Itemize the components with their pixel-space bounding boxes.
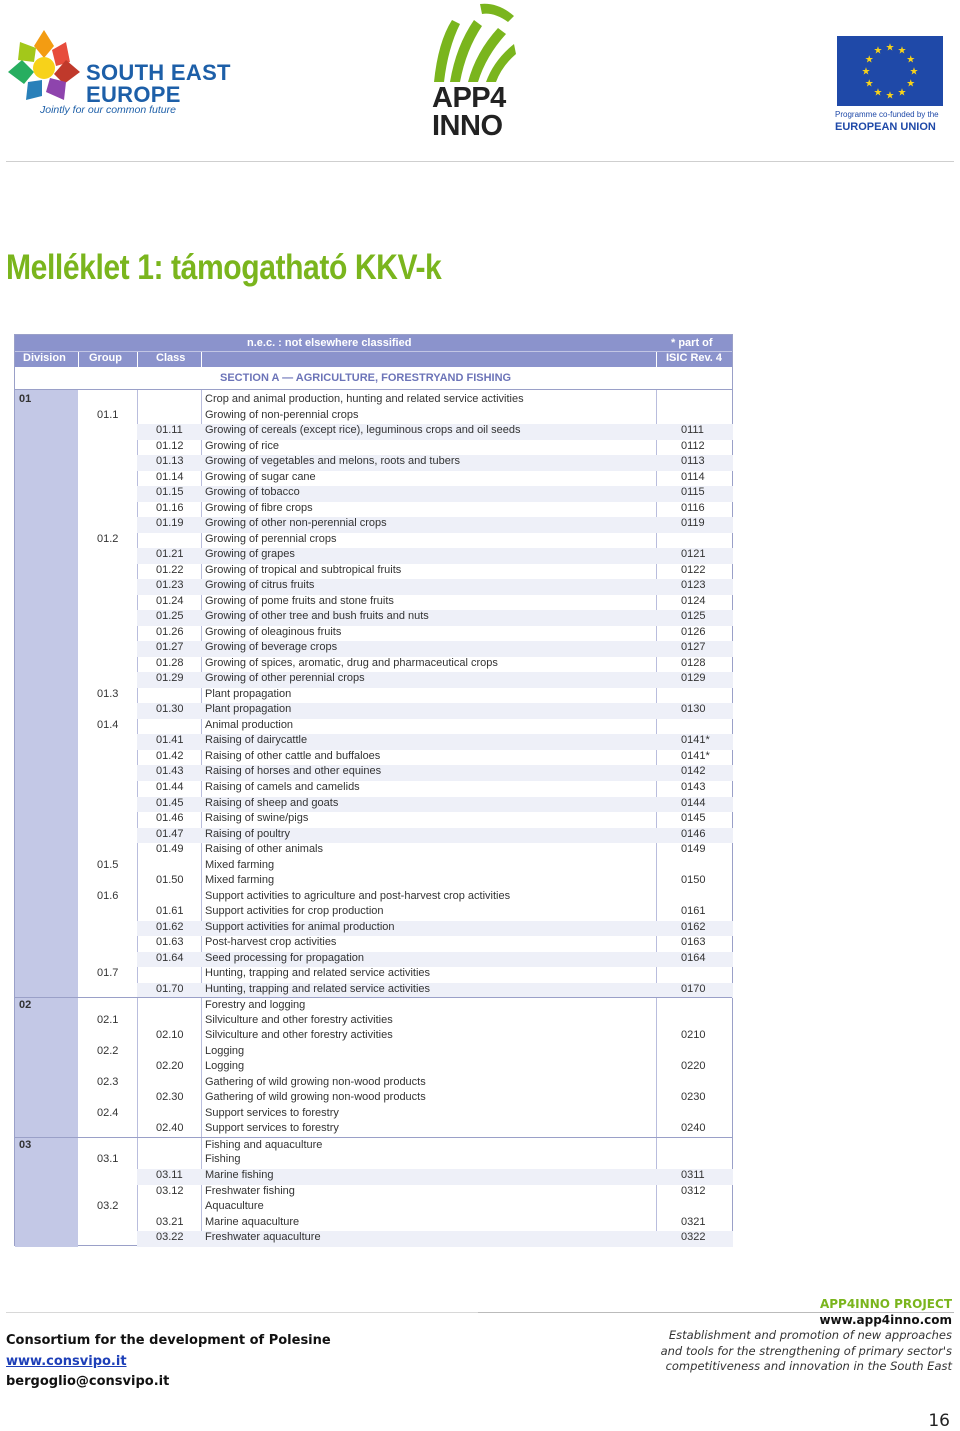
class-cell: 01.12 xyxy=(156,439,184,452)
class-cell: 01.42 xyxy=(156,749,184,762)
description-cell: Plant propagation xyxy=(205,687,292,700)
table-row xyxy=(15,439,732,455)
isic-code-cell: 0170 xyxy=(681,982,706,995)
description-cell: Growing of other non-perennial crops xyxy=(205,517,387,530)
page-title: Melléklet 1: támogatható KKV-k xyxy=(6,248,442,287)
table-row xyxy=(15,1090,732,1106)
eu-star-icon: ★ xyxy=(906,78,916,90)
isic-code-cell: 0161 xyxy=(681,905,706,918)
column-header-division: Division xyxy=(23,352,66,364)
description-cell: Freshwater fishing xyxy=(205,1184,295,1197)
class-cell: 02.30 xyxy=(156,1091,184,1104)
page-header xyxy=(0,0,960,162)
class-cell: 01.61 xyxy=(156,905,184,918)
isic-code-cell: 0141* xyxy=(681,749,710,762)
see-logo-text xyxy=(86,62,231,106)
class-cell: 01.22 xyxy=(156,563,184,576)
footer-project-desc-line1: Establishment and promotion of new approaches xyxy=(668,1328,952,1342)
eu-flag-icon xyxy=(837,36,943,106)
table-row xyxy=(15,1215,732,1231)
table-row xyxy=(15,392,732,408)
class-cell: 01.47 xyxy=(156,827,184,840)
description-cell: Growing of other tree and bush fruits and nuts xyxy=(205,610,429,623)
isic-note-line1: * part of xyxy=(671,337,713,349)
table-row xyxy=(15,935,732,951)
table-row xyxy=(15,485,732,501)
class-cell: 01.41 xyxy=(156,734,184,747)
description-cell: Aquaculture xyxy=(205,1200,264,1213)
class-cell: 01.30 xyxy=(156,703,184,716)
table-row xyxy=(15,609,732,625)
table-row xyxy=(15,656,732,672)
description-cell: Fishing and aquaculture xyxy=(205,1138,323,1151)
table-row xyxy=(15,516,732,532)
footer-organization: Consortium for the development of Polesine xyxy=(6,1333,331,1348)
table-row xyxy=(15,594,732,610)
isic-code-cell: 0230 xyxy=(681,1091,706,1104)
footer-divider-left xyxy=(6,1312,478,1313)
table-row xyxy=(15,1137,732,1153)
see-logo-line1: SOUTH EAST xyxy=(86,60,231,85)
see-flower-icon xyxy=(4,28,84,108)
table-row xyxy=(15,1059,732,1075)
description-cell: Growing of grapes xyxy=(205,548,295,561)
description-cell: Growing of sugar cane xyxy=(205,470,316,483)
south-east-europe-logo xyxy=(4,28,234,120)
description-cell: Growing of beverage crops xyxy=(205,641,338,654)
table-header xyxy=(15,335,732,367)
class-cell: 01.14 xyxy=(156,470,184,483)
class-cell: 01.43 xyxy=(156,765,184,778)
isic-code-cell: 0122 xyxy=(681,563,706,576)
table-row xyxy=(15,780,732,796)
class-cell: 03.21 xyxy=(156,1215,184,1228)
table-row xyxy=(15,1013,732,1029)
class-cell: 01.11 xyxy=(156,424,183,437)
table-row xyxy=(15,470,732,486)
class-cell: 01.16 xyxy=(156,501,184,514)
description-cell: Growing of cereals (except rice), leguminous crops and oil seeds xyxy=(205,424,521,437)
isic-code-cell: 0162 xyxy=(681,920,706,933)
section-heading-row xyxy=(15,367,732,390)
description-cell: Gathering of wild growing non-wood products xyxy=(205,1075,426,1088)
isic-code-cell: 0121 xyxy=(681,548,706,561)
class-cell: 01.21 xyxy=(156,548,184,561)
footer-website-link[interactable]: www.consvipo.it xyxy=(6,1353,127,1369)
isic-code-cell: 0240 xyxy=(681,1122,706,1135)
class-cell: 03.22 xyxy=(156,1231,184,1244)
group-cell: 02.3 xyxy=(97,1075,119,1088)
nec-note: n.e.c. : not elsewhere classified xyxy=(247,337,412,349)
section-heading: SECTION A — AGRICULTURE, FORESTRYAND FISHING xyxy=(220,372,512,384)
isic-code-cell: 0149 xyxy=(681,843,706,856)
eu-star-icon: ★ xyxy=(873,45,883,57)
description-cell: Growing of other perennial crops xyxy=(205,672,365,685)
eu-star-icon: ★ xyxy=(909,66,919,78)
isic-code-cell: 0124 xyxy=(681,594,706,607)
group-cell: 01.1 xyxy=(97,408,119,421)
isic-code-cell: 0126 xyxy=(681,625,706,638)
class-cell: 01.44 xyxy=(156,781,184,793)
isic-note-line2: ISIC Rev. 4 xyxy=(666,352,723,364)
table-row xyxy=(15,811,732,827)
class-cell: 01.29 xyxy=(156,672,184,685)
table-row xyxy=(15,997,732,1013)
table-row xyxy=(15,1121,732,1137)
isic-code-cell: 0164 xyxy=(681,951,706,964)
class-cell: 01.25 xyxy=(156,610,184,623)
table-row xyxy=(15,408,732,424)
table-row xyxy=(15,702,732,718)
group-cell: 03.1 xyxy=(97,1153,119,1166)
table-row xyxy=(15,1044,732,1060)
description-cell: Growing of vegetables and melons, roots and tubers xyxy=(205,455,460,468)
footer-email[interactable]: bergoglio@consvipo.it xyxy=(6,1374,170,1389)
description-cell: Growing of perennial crops xyxy=(205,532,337,545)
table-row xyxy=(15,1199,732,1215)
class-cell: 01.15 xyxy=(156,486,184,499)
table-row xyxy=(15,764,732,780)
eu-star-icon: ★ xyxy=(885,90,895,102)
class-cell: 01.27 xyxy=(156,641,184,654)
description-cell: Post-harvest crop activities xyxy=(205,936,337,949)
footer-project-info xyxy=(661,1297,952,1375)
app4inno-field-icon xyxy=(428,2,520,86)
class-cell: 01.64 xyxy=(156,951,184,964)
eu-star-icon: ★ xyxy=(897,87,907,99)
page-number: 16 xyxy=(928,1411,950,1431)
group-cell: 03.2 xyxy=(97,1200,119,1213)
description-cell: Growing of citrus fruits xyxy=(205,579,315,592)
class-cell: 01.62 xyxy=(156,920,184,933)
description-cell: Raising of sheep and goats xyxy=(205,796,339,809)
class-cell: 01.26 xyxy=(156,625,184,638)
table-row xyxy=(15,501,732,517)
see-logo-line2: EUROPE xyxy=(86,82,181,107)
isic-code-cell: 0210 xyxy=(681,1029,706,1042)
group-cell: 01.7 xyxy=(97,967,119,980)
description-cell: Fishing xyxy=(205,1153,241,1166)
table-row xyxy=(15,1106,732,1122)
division-cell: 03 xyxy=(19,1138,32,1151)
class-cell: 01.13 xyxy=(156,455,184,468)
isic-code-cell: 0142 xyxy=(681,765,706,778)
see-logo-tagline: Jointly for our common future xyxy=(40,104,176,116)
description-cell: Animal production xyxy=(205,718,294,731)
isic-code-cell: 0311 xyxy=(681,1169,705,1181)
isic-code-cell: 0129 xyxy=(681,672,706,685)
group-cell: 02.2 xyxy=(97,1044,119,1057)
table-row xyxy=(15,842,732,858)
description-cell: Support services to forestry xyxy=(205,1122,339,1135)
description-cell: Crop and animal production, hunting and related service activities xyxy=(205,393,524,405)
description-cell: Raising of horses and other equines xyxy=(205,765,382,778)
description-cell: Support activities to agriculture and post-harvest crop activities xyxy=(205,889,511,902)
group-cell: 02.1 xyxy=(97,1013,119,1026)
division-cell: 01 xyxy=(19,393,32,405)
table-row xyxy=(15,796,732,812)
table-row xyxy=(15,671,732,687)
description-cell: Raising of dairycattle xyxy=(205,734,308,747)
description-cell: Support activities for crop production xyxy=(205,905,384,918)
group-cell: 01.3 xyxy=(97,687,119,700)
table-row xyxy=(15,873,732,889)
description-cell: Raising of camels and camelids xyxy=(205,781,360,793)
class-cell: 01.24 xyxy=(156,594,184,607)
class-cell: 02.10 xyxy=(156,1029,184,1042)
isic-code-cell: 0146 xyxy=(681,827,706,840)
eu-star-icon: ★ xyxy=(861,66,871,78)
group-cell: 01.5 xyxy=(97,858,119,871)
footer-project-desc-line3: competitiveness and innovation in the South East xyxy=(665,1359,952,1373)
table-row xyxy=(15,1028,732,1044)
description-cell: Support activities for animal production xyxy=(205,920,395,933)
table-row xyxy=(15,547,732,563)
isic-code-cell: 0321 xyxy=(681,1215,706,1228)
description-cell: Growing of non-perennial crops xyxy=(205,408,359,421)
description-cell: Marine fishing xyxy=(205,1169,274,1181)
description-cell: Growing of rice xyxy=(205,439,279,452)
description-cell: Marine aquaculture xyxy=(205,1215,300,1228)
division-cell: 02 xyxy=(19,999,32,1012)
table-row xyxy=(15,827,732,843)
table-row xyxy=(15,904,732,920)
description-cell: Mixed farming xyxy=(205,858,275,871)
table-row xyxy=(15,1230,732,1246)
description-cell: Silviculture and other forestry activities xyxy=(205,1029,393,1042)
isic-code-cell: 0115 xyxy=(681,486,705,499)
nace-classification-table xyxy=(14,334,733,1246)
table-row xyxy=(15,578,732,594)
isic-code-cell: 0141* xyxy=(681,734,710,747)
group-cell: 02.4 xyxy=(97,1106,119,1119)
description-cell: Hunting, trapping and related service activities xyxy=(205,967,431,980)
table-row xyxy=(15,718,732,734)
class-cell: 01.45 xyxy=(156,796,184,809)
app-logo-line1: APP4 xyxy=(432,82,506,114)
table-row xyxy=(15,1168,732,1184)
table-row xyxy=(15,966,732,982)
table-row xyxy=(15,920,732,936)
isic-code-cell: 0125 xyxy=(681,610,706,623)
description-cell: Logging xyxy=(205,1044,245,1057)
description-cell: Raising of other cattle and buffaloes xyxy=(205,749,381,762)
isic-code-cell: 0128 xyxy=(681,656,706,669)
class-cell: 01.28 xyxy=(156,656,184,669)
isic-code-cell: 0114 xyxy=(681,470,705,483)
isic-code-cell: 0116 xyxy=(681,501,705,514)
description-cell: Silviculture and other forestry activities xyxy=(205,1013,393,1026)
table-row xyxy=(15,687,732,703)
column-divider xyxy=(78,352,79,367)
app4inno-logo-text xyxy=(432,84,506,140)
column-divider xyxy=(137,352,138,367)
header-divider-line xyxy=(15,351,732,352)
isic-code-cell: 0112 xyxy=(681,439,705,452)
isic-code-cell: 0312 xyxy=(681,1184,706,1197)
isic-code-cell: 0144 xyxy=(681,796,706,809)
class-cell: 01.19 xyxy=(156,517,184,530)
eu-star-icon: ★ xyxy=(864,54,874,66)
table-row xyxy=(15,982,732,998)
isic-code-cell: 0130 xyxy=(681,703,706,716)
eu-star-icon: ★ xyxy=(885,42,895,54)
isic-code-cell: 0220 xyxy=(681,1060,706,1073)
table-row xyxy=(15,1152,732,1168)
footer-project-site[interactable]: www.app4inno.com xyxy=(819,1312,952,1327)
description-cell: Growing of tobacco xyxy=(205,486,300,499)
column-header-class: Class xyxy=(156,352,186,364)
table-row xyxy=(15,858,732,874)
eu-star-icon: ★ xyxy=(873,87,883,99)
table-row xyxy=(15,733,732,749)
description-cell: Hunting, trapping and related service activities xyxy=(205,982,431,995)
description-cell: Mixed farming xyxy=(205,874,275,887)
column-divider xyxy=(656,352,657,367)
eu-star-icon: ★ xyxy=(906,54,916,66)
table-row xyxy=(15,1075,732,1091)
description-cell: Growing of oleaginous fruits xyxy=(205,625,342,638)
description-cell: Forestry and logging xyxy=(205,999,306,1012)
class-cell: 03.12 xyxy=(156,1184,184,1197)
table-row xyxy=(15,889,732,905)
description-cell: Logging xyxy=(205,1060,245,1073)
class-cell: 02.40 xyxy=(156,1122,184,1135)
isic-code-cell: 0127 xyxy=(681,641,706,654)
description-cell: Raising of poultry xyxy=(205,827,290,840)
table-row xyxy=(15,1184,732,1200)
class-cell: 02.20 xyxy=(156,1060,184,1073)
class-cell: 01.70 xyxy=(156,982,184,995)
footer-contact xyxy=(6,1331,331,1393)
column-divider xyxy=(201,352,202,367)
description-cell: Growing of spices, aromatic, drug and pharmaceutical crops xyxy=(205,656,498,669)
class-cell: 01.46 xyxy=(156,812,184,825)
table-row xyxy=(15,563,732,579)
eu-logo-name: EUROPEAN UNION xyxy=(835,121,936,133)
class-cell: 01.50 xyxy=(156,874,184,887)
table-row xyxy=(15,625,732,641)
description-cell: Plant propagation xyxy=(205,703,292,716)
isic-code-cell: 0119 xyxy=(681,517,705,530)
group-cell: 01.2 xyxy=(97,532,119,545)
description-cell: Growing of fibre crops xyxy=(205,501,313,514)
table-row xyxy=(15,749,732,765)
footer-project-desc-line2: and tools for the strengthening of primary sector's xyxy=(660,1343,952,1358)
class-cell: 01.23 xyxy=(156,579,184,592)
description-cell: Support services to forestry xyxy=(205,1106,339,1119)
description-cell: Raising of swine/pigs xyxy=(205,812,309,825)
description-cell: Growing of pome fruits and stone fruits xyxy=(205,594,394,607)
isic-code-cell: 0113 xyxy=(681,455,705,468)
table-row xyxy=(15,640,732,656)
description-cell: Freshwater aquaculture xyxy=(205,1231,321,1244)
isic-code-cell: 0145 xyxy=(681,812,706,825)
description-cell: Seed processing for propagation xyxy=(205,951,364,964)
class-cell: 01.63 xyxy=(156,936,184,949)
table-row xyxy=(15,454,732,470)
isic-code-cell: 0322 xyxy=(681,1231,706,1244)
description-cell: Raising of other animals xyxy=(205,843,324,856)
isic-code-cell: 0163 xyxy=(681,936,706,949)
group-cell: 01.6 xyxy=(97,889,119,902)
isic-code-cell: 0143 xyxy=(681,781,706,793)
footer-project-name: APP4INNO PROJECT xyxy=(819,1297,952,1311)
isic-code-cell: 0150 xyxy=(681,874,706,887)
eu-star-icon: ★ xyxy=(897,45,907,57)
isic-code-cell: 0123 xyxy=(681,579,706,592)
eu-logo-caption: Programme co-funded by the xyxy=(835,110,939,119)
column-header-group: Group xyxy=(89,352,122,364)
description-cell: Gathering of wild growing non-wood products xyxy=(205,1091,426,1104)
group-cell: 01.4 xyxy=(97,718,119,731)
class-cell: 01.49 xyxy=(156,843,184,856)
header-divider xyxy=(6,161,954,162)
class-cell: 03.11 xyxy=(156,1169,183,1181)
table-row xyxy=(15,951,732,967)
description-cell: Growing of tropical and subtropical fruits xyxy=(205,563,402,576)
eu-star-icon: ★ xyxy=(864,78,874,90)
app-logo-line2: INNO xyxy=(432,110,503,142)
app4inno-logo xyxy=(428,2,520,144)
table-row xyxy=(15,423,732,439)
table-row xyxy=(15,532,732,548)
isic-code-cell: 0111 xyxy=(681,424,704,437)
european-union-logo xyxy=(835,36,945,132)
